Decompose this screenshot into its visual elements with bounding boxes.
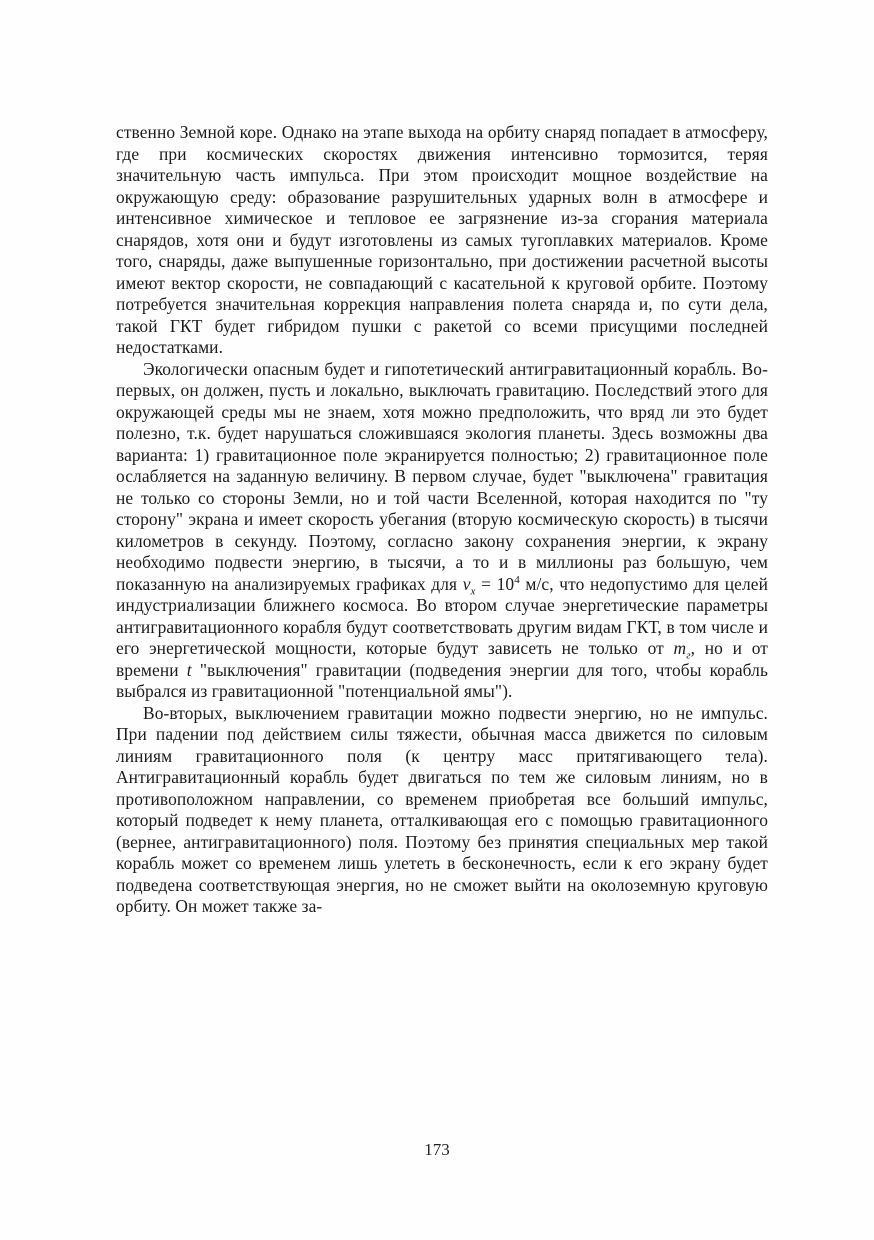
page-number: 173	[424, 1140, 450, 1159]
paragraph: Во-вторых, выключением гравитации можно подвести энергию, но не импульс. При падении под действием силы тяжести, обычная масса движется по силовым линиям гравитационного поля (к центру масс притягивающего тела). Антигравитационный корабль будет двигаться по тем же силовым линиям, но в противоположном направлении, со временем приобретая все больший импульс, который подведет к нему планета, отталкивающая его с помощью гравитационного (вернее, антигравитационного) поля. Поэтому без принятия специальных мер такой корабль может со временем лишь улететь в бесконечность, если к его экрану будет подведена соответствующая энергия, но не сможет выйти на околоземную круговую орбиту. Он может также за-	[116, 702, 768, 916]
paragraph: Экологически опасным будет и гипотетический антигравитационный корабль. Во-первых, он должен, пусть и локально, выключать гравитацию. Последствий этого для окружающей среды мы не знаем, хотя можно предположить, что вряд ли это будет полезно, т.к. будет нарушаться сложившаяся экология планеты. Здесь возможны два варианта: 1) гравитационное поле экранируется полностью; 2) гравитационное поле ослабляется на заданную величину. В первом случае, будет "выключена" гравитация не только со стороны Земли, но и той части Вселенной, которая находится по "ту сторону" экрана и имеет скорость убегания (вторую космическую скорость) в тысячи километров в секунду. Поэтому, согласно закону сохранения энергии, к экрану необходимо подвести энергию, в тысячи, а то и в миллионы раз большую, чем показанную на анализируемых графиках для $v_x = 10^4$ м/с, что недопустимо для целей индустриализации ближнего космоса. Во втором случае энергетические параметры антигравитационного корабля будут соответствовать другим видам ГКТ, в том числе и его энергетической мощности, которые будут зависеть не только от $m_г$, но и от времени t "выключения" гравитации (подведения энергии для того, чтобы корабль выбрался из гравитационной "потенциальной ямы").	[116, 358, 768, 701]
body-text	[116, 122, 768, 918]
paragraph: ственно Земной коре. Однако на этапе выхода на орбиту снаряд попадает в атмосферу, где при космических скоростях движения интенсивно тормозится, теряя значительную часть импульса. При этом происходит мощное воздействие на окружающую среду: образование разрушительных ударных волн в атмосфере и интенсивное химическое и тепловое ее загрязнение из-за сгорания материала снарядов, хотя они и будут изготовлены из самых тугоплавких материалов. Кроме того, снаряды, даже выпушенные горизонтально, при достижении расчетной высоты имеют вектор скорости, не совпадающий с касательной к круговой орбите. Поэтому потребуется значительная коррекция направления полета снаряда и, по сути дела, такой ГКТ будет гибридом пушки с ракетой со всеми присущими последней недостатками.	[116, 122, 768, 357]
